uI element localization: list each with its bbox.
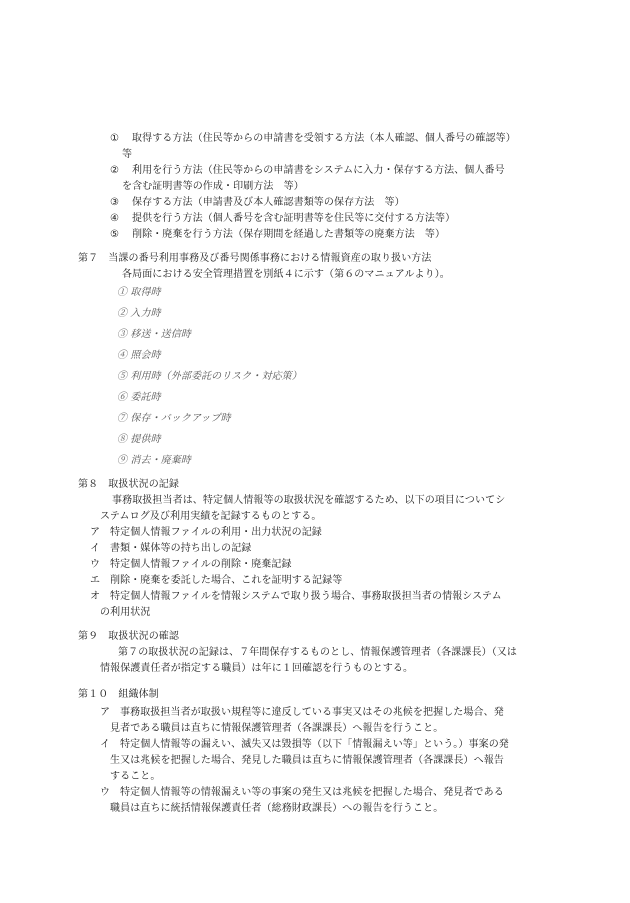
sec8-body-line1: 事務取扱担当者は、特定個人情報等の取扱状況を確認するため、以下の項目についてシ xyxy=(112,495,506,506)
method-1-text: 取得する方法（住民等からの申請書を受領する方法（本人確認、個人番号の確認等） xyxy=(132,133,516,144)
sec7-heading: 第７ 当課の番号利用事務及び番号関係事務における情報資産の取り扱い方法 xyxy=(78,253,432,264)
sec8-heading: 第８ 取扱状況の記録 xyxy=(78,479,179,490)
sec9-body-line1: 第７の取扱状況の記録は、７年間保存するものとし、情報保護管理者（各課課長）（又は xyxy=(118,647,517,658)
sec10-item-a-no: ア xyxy=(100,707,111,718)
method-3-text: 保存する方法（申請書及び本人確認書類等の保存方法 等） xyxy=(132,197,405,208)
sec10-item-a-line1: 事務取扱担当者が取扱い規程等に違反している事実又はその兆候を把握した場合、発 xyxy=(120,707,504,718)
sec8-item-e-text: 削除・廃棄を委託した場合、これを証明する記録等 xyxy=(110,575,343,586)
sec7-phase-5: ⑤ 利用時（外部委託のリスク・対応策） xyxy=(117,371,302,382)
method-4-text: 提供を行う方法（個人番号を含む証明書等を住民等に交付する方法等） xyxy=(132,213,456,224)
sec10-item-a-line2: 見者である職員は直ちに情報保護管理者（各課課長）へ報告を行うこと。 xyxy=(110,723,444,734)
sec10-item-i-line2: 生又は兆候を把握した場合、発見した職員は直ちに情報保護管理者（各課課長）へ報告 xyxy=(110,755,504,766)
method-4-no: ④ xyxy=(110,213,120,224)
sec10-item-u-no: ウ xyxy=(100,787,111,798)
sec8-item-o-cont: の利用状況 xyxy=(100,607,151,618)
method-2-text: 利用を行う方法（住民等からの申請書をシステムに入力・保存する方法、個人番号 xyxy=(132,165,505,176)
sec8-item-u-no: ウ xyxy=(90,559,101,570)
sec9-heading: 第９ 取扱状況の確認 xyxy=(78,631,179,642)
sec10-item-i-line1: 特定個人情報等の漏えい、滅失又は毀損等（以下「情報漏えい等」という。）事案の発 xyxy=(120,739,509,750)
sec7-phase-4: ④ 照会時 xyxy=(117,350,161,361)
sec8-item-a-no: ア xyxy=(90,527,101,538)
sec7-phase-3: ③ 移送・送信時 xyxy=(117,329,191,340)
sec10-heading: 第１０ 組織体制 xyxy=(78,689,159,700)
sec8-item-u-text: 特定個人情報ファイルの削除・廃棄記録 xyxy=(110,559,292,570)
sec8-item-a-text: 特定個人情報ファイルの利用・出力状況の記録 xyxy=(110,527,322,538)
sec8-item-o-text: 特定個人情報ファイルを情報システムで取り扱う場合、事務取扱担当者の情報システム xyxy=(110,591,502,602)
method-2-cont: を含む証明書等の作成・印刷方法 等） xyxy=(122,181,304,192)
sec8-item-i-no: イ xyxy=(90,543,101,554)
sec10-item-i-no: イ xyxy=(100,739,111,750)
sec10-item-u-line1: 特定個人情報等の情報漏えい等の事案の発生又は兆候を把握した場合、発見者である xyxy=(120,787,504,798)
sec7-phase-9: ⑨ 消去・廃棄時 xyxy=(117,455,191,466)
sec7-intro: 各局面における安全管理措置を別紙４に示す（第６のマニュアルより）。 xyxy=(122,269,450,280)
sec7-phase-8: ⑧ 提供時 xyxy=(117,434,161,445)
method-5-text: 削除・廃棄を行う方法（保存期間を経過した書類等の廃棄方法 等） xyxy=(132,229,446,240)
sec8-body-line2: ステムログ及び利用実績を記録するものとする。 xyxy=(100,511,322,522)
sec7-phase-1: ① 取得時 xyxy=(117,287,161,298)
sec10-item-i-line3: すること。 xyxy=(110,771,161,782)
method-3-no: ③ xyxy=(110,197,120,208)
sec10-item-u-line2: 職員は直ちに統括情報保護責任者（総務財政課長）への報告を行うこと。 xyxy=(110,803,444,814)
method-2-no: ② xyxy=(110,165,120,176)
sec8-item-o-no: オ xyxy=(90,591,101,602)
sec7-phase-6: ⑥ 委託時 xyxy=(117,392,161,403)
method-5-no: ⑤ xyxy=(110,229,120,240)
sec8-item-e-no: エ xyxy=(90,575,101,586)
sec8-item-i-text: 書類・媒体等の持ち出しの記録 xyxy=(110,543,252,554)
method-1-no: ① xyxy=(110,133,120,144)
method-1-cont: 等 xyxy=(122,149,133,160)
sec9-body-line2: 情報保護責任者が指定する職員）は年に１回確認を行うものとする。 xyxy=(100,663,414,674)
sec7-phase-7: ⑦ 保存・バックアップ時 xyxy=(117,413,231,424)
sec7-phase-2: ② 入力時 xyxy=(117,308,161,319)
